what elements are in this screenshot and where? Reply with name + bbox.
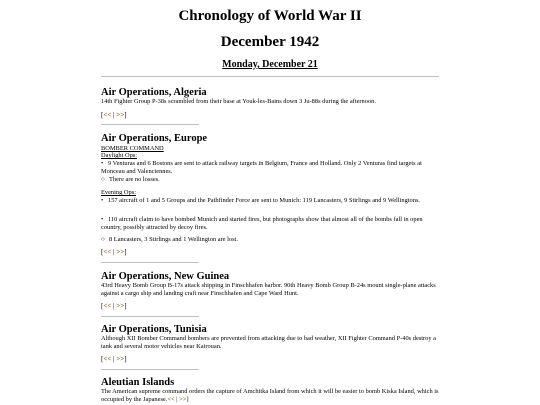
next-link[interactable]: >> (116, 248, 125, 256)
divider (101, 369, 199, 370)
subbullet-evening: ○ 8 Lancasters, 3 Stirlings and 1 Wellington are lost. (101, 236, 238, 243)
section-text-tunisia: Although XII Bomber Command bombers are prevented from attacking due to bad weather, XII Fighter Command P-40s destroy a tank and several motor vehicles near Kairouan. (101, 335, 436, 351)
section-heading-new-guinea: Air Operations, New Guinea (101, 271, 230, 282)
divider (101, 76, 439, 77)
bullet-evening-2: • 110 aircraft claim to have bombed Munich and started fires, but photographs show that almost all of the bombs fall in open country, possibly attracted by decoy fires. (101, 216, 423, 232)
subheading-bomber-command: BOMBER COMMAND (101, 145, 164, 152)
label-daylight-ops: Daylight Ops: (101, 152, 138, 159)
section-nav: [<< | >>] (101, 355, 127, 363)
next-link[interactable]: >> (116, 111, 125, 119)
bullet-daylight: • 9 Venturas and 6 Bostons are sent to attack railway targets in Belgium, France and Holland. Only 2 Venturas find targets at Monceau and Valenciennes. (101, 160, 422, 176)
prev-link[interactable]: << (103, 355, 112, 363)
section-nav: [<< | >>] (101, 302, 127, 310)
section-heading-tunisia: Air Operations, Tunisia (101, 324, 207, 335)
next-link[interactable]: >> (179, 396, 187, 404)
prev-link[interactable]: << (167, 396, 175, 404)
section-text-algeria: 14th Fighter Group P-38s scrambled from their base at Youk-les-Bains down 3 Ju-88s during the afternoon. (101, 98, 376, 105)
section-heading-algeria: Air Operations, Algeria (101, 87, 207, 98)
section-text-aleutian: The American supreme command orders the capture of Amchitka Island from which it will be easier to bomb Kiska Island, which is occupied by the Japanese.<< | >>] (101, 388, 439, 404)
divider (101, 262, 199, 263)
section-heading-europe: Air Operations, Europe (101, 133, 208, 144)
divider (101, 316, 199, 317)
day-title: Monday, December 21 (222, 59, 318, 70)
prev-link[interactable]: << (103, 302, 112, 310)
subbullet-daylight: ○ There are no losses. (101, 176, 160, 183)
section-heading-aleutian: Aleutian Islands (101, 377, 175, 388)
month-title: December 1942 (220, 34, 320, 50)
page-title: Chronology of World War II (178, 8, 362, 24)
section-text-new-guinea: 43rd Heavy Bomb Group B-17s attack shipping in Finschhafen harbor. 90th Heavy Bomb Group B-24s mount single-plane attacks against a cargo ship and landing craft near Finschhafen and Cape Ward Hunt. (101, 282, 436, 298)
section-nav: [<< | >>] (101, 111, 127, 119)
bullet-evening-1: • 157 aircraft of 1 and 5 Groups and the Pathfinder Force are sent to Munich: 119 Lancasters, 9 Stirlings and 9 Wellingtons. (101, 197, 421, 204)
prev-link[interactable]: << (103, 111, 112, 119)
next-link[interactable]: >> (116, 355, 125, 363)
prev-link[interactable]: << (103, 248, 112, 256)
divider (101, 124, 199, 125)
label-evening-ops: Evening Ops: (101, 189, 136, 196)
section-nav: [<< | >>] (101, 248, 127, 256)
next-link[interactable]: >> (116, 302, 125, 310)
